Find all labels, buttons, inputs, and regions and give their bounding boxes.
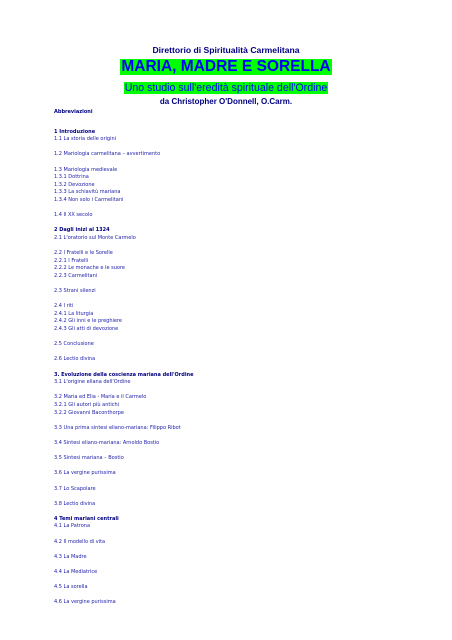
toc-spacer [54, 577, 414, 585]
toc-spacer [54, 493, 414, 501]
toc-item-link[interactable]: 3.3 Una prima sintesi eliano-mariana: Filippo Ribot [54, 424, 181, 431]
toc-item-link[interactable]: 4.2 Il modello di vita [54, 538, 106, 545]
toc-spacer [54, 546, 414, 554]
toc-item-link[interactable]: 2.4.1 La liturgia [54, 310, 94, 317]
toc-item-link[interactable]: 4.6 La vergine purissima [54, 599, 116, 606]
toc-item-link[interactable]: 3.8 Lectio divina [54, 500, 96, 507]
table-of-contents [54, 109, 414, 607]
author-line: da Christopher O'Donnell, O.Carm. [159, 97, 293, 106]
toc-spacer [54, 478, 414, 486]
toc-item-link[interactable]: 3.7 Lo Scapolare [54, 485, 96, 492]
toc-item-link[interactable]: 1.3.1 Dottrina [54, 174, 89, 181]
document-header [0, 45, 452, 107]
toc-item-link[interactable]: 3.1 L'origine ellana dell'Ordine [54, 379, 131, 386]
toc-item-link[interactable]: 2.1 L'oratorio sul Monte Carmelo [54, 234, 136, 241]
toc-spacer [54, 364, 414, 372]
toc-spacer [54, 159, 414, 167]
toc-item-link[interactable]: 3.4 Sintesi eliano-mariana: Arnoldo Bostio [54, 439, 160, 446]
toc-spacer [54, 387, 414, 395]
toc-item-link[interactable]: 3.2.2 Giovanni Baconthorpe [54, 409, 124, 416]
toc-spacer [54, 334, 414, 342]
toc-spacer [54, 280, 414, 288]
toc-item-link[interactable]: 3.2 Maria ed Elia - Maria e il Carmelo [54, 394, 147, 401]
toc-item-link[interactable]: 2.6 Lectio divina [54, 356, 96, 363]
toc-item-link[interactable]: 4.3 La Madre [54, 553, 87, 560]
toc-entries [54, 129, 414, 607]
toc-item-link[interactable]: 2.2.1 I Fratelli [54, 257, 89, 264]
toc-section-link[interactable]: 4 Temi mariani centrali [54, 515, 119, 522]
series-title: Direttorio di Spiritualità Carmelitana [152, 45, 300, 55]
toc-item-link[interactable]: 1.3 Mariologia medievale [54, 166, 118, 173]
toc-spacer [54, 592, 414, 600]
toc-item-link[interactable]: 1.4 Il XX secolo [54, 212, 93, 219]
toc-item-link[interactable]: 2.2.2 Le monache e le suore [54, 265, 125, 272]
toc-item-link[interactable]: 3.2.1 Gli autori più antichi [54, 401, 120, 408]
toc-item-link[interactable]: 2.3 Strani silenzi [54, 288, 96, 295]
toc-item-link[interactable]: 4.1 La Patrona [54, 523, 91, 530]
document-title: MARIA, MADRE E SORELLA [121, 58, 331, 75]
toc-section-link[interactable]: 1 Introduzione [54, 128, 96, 135]
toc-item-link[interactable]: 3.5 Sintesi mariana – Bostio [54, 455, 124, 462]
toc-item-link[interactable]: 3.6 La vergine purissima [54, 470, 116, 477]
toc-spacer [54, 531, 414, 539]
toc-item-link[interactable]: 2.5 Conclusione [54, 341, 94, 348]
toc-spacer [54, 448, 414, 456]
toc-spacer [54, 296, 414, 304]
toc-spacer [54, 220, 414, 228]
toc-item-link[interactable]: 1.2 Mariologia carmelitana – avvertimento [54, 151, 161, 158]
toc-section-link[interactable]: 2 Dagli inizi al 1324 [54, 227, 110, 234]
toc-link-abbreviations[interactable]: Abbreviazioni [54, 109, 93, 115]
toc-item-link[interactable]: 2.4.3 Gli atti di devozione [54, 326, 119, 333]
toc-spacer [54, 349, 414, 357]
toc-item-link[interactable]: 1.1 La storia delle origini [54, 136, 117, 143]
toc-item-link[interactable]: 4.5 La sorella [54, 584, 88, 591]
toc-spacer [54, 205, 414, 213]
toc-item-link[interactable]: 1.3.2 Devozione [54, 181, 95, 188]
toc-spacer [54, 144, 414, 152]
toc-item-link[interactable]: 4.4 La Mediatrice [54, 569, 98, 576]
toc-spacer [54, 432, 414, 440]
toc-item-link[interactable]: 1.3.3 La schiavitù mariana [54, 189, 121, 196]
toc-item-link[interactable]: 1.3.4 Non solo i Carmelitani [54, 196, 124, 203]
toc-spacer [54, 417, 414, 425]
toc-item-link[interactable]: 2.4.2 Gli inni e le preghiere [54, 318, 123, 325]
toc-spacer [54, 508, 414, 516]
toc-spacer [54, 561, 414, 569]
toc-spacer [54, 463, 414, 471]
toc-item-link[interactable]: 2.4 I riti [54, 303, 74, 310]
toc-spacer [54, 243, 414, 251]
toc-item-link[interactable]: 2.2.3 Carmelitani [54, 272, 98, 279]
document-subtitle: Uno studio sull'eredità spirituale dell'Ordine [124, 82, 328, 94]
toc-section-link[interactable]: 3. Evoluzione della coscienza mariana dell'Ordine [54, 371, 194, 378]
toc-item-link[interactable]: 2.2 I Fratelli e le Sorelle [54, 250, 113, 257]
